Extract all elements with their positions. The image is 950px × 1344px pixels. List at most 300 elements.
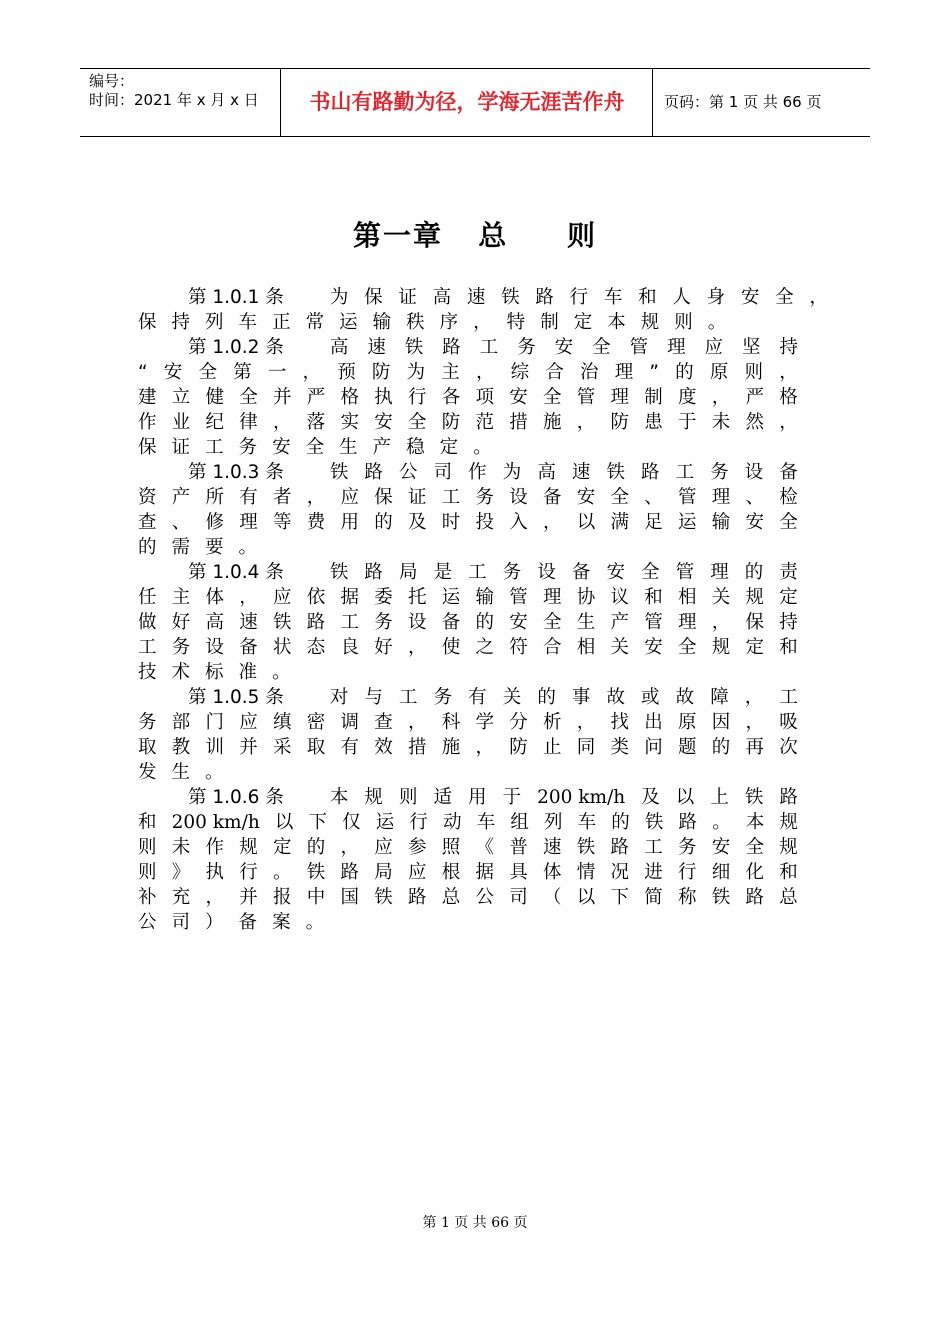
text-char: 保 [364, 287, 383, 308]
text-char: 采 [273, 737, 292, 758]
text-char: 的 [675, 362, 694, 383]
text-char: 。 [272, 662, 291, 683]
text-char: 高 [329, 337, 349, 358]
text-char: 铁 [404, 337, 424, 358]
text-char: 速 [239, 612, 258, 633]
text-char: ， [473, 312, 492, 333]
text-char: ， [302, 362, 322, 383]
text-char: 相 [576, 637, 596, 658]
text-char: 输 [711, 512, 731, 533]
text-char: 。 [305, 912, 325, 933]
text-char: 术 [171, 662, 191, 683]
text-char: 证 [171, 437, 191, 458]
text-char: 司 [433, 462, 453, 483]
text-char: 次 [779, 737, 798, 758]
text-char: 主 [171, 587, 191, 608]
text-char: 备 [239, 637, 258, 658]
text-char: 要 [205, 537, 224, 558]
chapter-title: 第一章 总 则 [353, 219, 597, 252]
text-char: 止 [543, 737, 562, 758]
text-char: 铁 [744, 787, 764, 808]
text-char: 关 [711, 587, 731, 608]
text-char: 以 [274, 812, 294, 833]
article-line [138, 910, 798, 935]
text-char: 管 [576, 387, 596, 408]
text-char: 者 [273, 487, 292, 508]
text-char: 满 [610, 512, 630, 533]
text-char: 车 [476, 812, 496, 833]
text-char: 路 [442, 337, 461, 358]
text-char: 、 [171, 512, 191, 533]
text-char: 有 [239, 487, 258, 508]
text-char: 议 [610, 587, 630, 608]
text-char: 修 [205, 512, 225, 533]
text-char: 补 [138, 887, 157, 908]
text-char: 规 [745, 587, 765, 608]
text-char: 理 [610, 387, 630, 408]
text-char: 资 [138, 487, 157, 508]
text-char: 持 [779, 612, 798, 633]
text-char: 列 [205, 312, 224, 333]
text-char: 及 [641, 787, 660, 808]
text-char: 应 [239, 712, 258, 733]
text-char: 情 [576, 862, 596, 883]
text-char: 全 [745, 837, 765, 858]
text-char: 关 [502, 687, 522, 708]
text-char: 理 [543, 587, 562, 608]
text-char: 产 [372, 437, 392, 458]
text-char: 应 [273, 587, 292, 608]
text-char: 铁 [329, 462, 349, 483]
text-char: ， [576, 712, 596, 733]
text-char: 工 [441, 487, 461, 508]
text-char: 持 [171, 312, 191, 333]
text-char: 参 [408, 837, 427, 858]
text-char: 正 [272, 312, 291, 333]
header-meta-cell [80, 69, 281, 136]
text-char: 路 [364, 562, 383, 583]
text-char: 等 [273, 512, 292, 533]
text-char: 据 [475, 862, 495, 883]
text-char: 车 [577, 812, 597, 833]
text-char: 应 [408, 862, 427, 883]
text-char: 速 [571, 462, 591, 483]
text-char: 措 [408, 737, 427, 758]
text-char: 再 [745, 737, 765, 758]
text-char: 务 [238, 437, 258, 458]
text-char: 局 [374, 862, 393, 883]
text-char: 组 [510, 812, 529, 833]
article-line [138, 285, 828, 310]
article-line [138, 660, 798, 685]
header-page-info: 页码：第 1 页 共 66 页 [664, 93, 822, 111]
text-char: ， [576, 412, 596, 433]
text-char: 列 [543, 812, 563, 833]
text-char: 并 [273, 387, 292, 408]
text-char: 防 [509, 737, 528, 758]
text-char: 身 [706, 287, 726, 308]
text-char: 行 [239, 862, 258, 883]
text-char: ， [779, 362, 798, 383]
text-char: 简 [644, 887, 663, 908]
text-char: 安 [272, 437, 291, 458]
text-char: 路 [678, 812, 698, 833]
text-char: 总 [779, 887, 798, 908]
text-char: 用 [340, 512, 360, 533]
text-char: 规 [779, 837, 798, 858]
text-char: 具 [509, 862, 528, 883]
text-char: 障 [710, 687, 729, 708]
text-char: 防 [610, 412, 630, 433]
text-char: 析 [543, 712, 562, 733]
text-char: 定 [779, 587, 798, 608]
text-char: 设 [205, 637, 225, 658]
text-char: 未 [171, 837, 191, 858]
text-char: 路 [779, 787, 798, 808]
text-char: 问 [644, 737, 663, 758]
text-char: 安 [163, 362, 183, 383]
text-char: 作 [138, 412, 157, 433]
text-char: 理 [678, 612, 697, 633]
text-char: 全 [305, 437, 325, 458]
article-label: 第 1.0.4 条 [188, 562, 284, 583]
text-char: 纪 [205, 412, 225, 433]
text-char: 于 [678, 412, 697, 433]
text-char: 保 [138, 312, 157, 333]
text-char: 安 [554, 337, 574, 358]
text-char: 和 [779, 862, 798, 883]
article-line [138, 510, 798, 535]
text-char: 入 [509, 512, 528, 533]
number-label: 编号： [89, 72, 135, 90]
text-char: 全 [610, 487, 630, 508]
text-char: 任 [138, 587, 157, 608]
text-char: 项 [475, 387, 495, 408]
text-char: 高 [432, 287, 452, 308]
text-char: 行 [408, 387, 427, 408]
text-char: 上 [710, 787, 729, 808]
text-char: 综 [510, 362, 530, 383]
text-char: 立 [171, 387, 191, 408]
text-char: 管 [675, 562, 695, 583]
text-char: 设 [744, 462, 764, 483]
article-line [138, 335, 798, 360]
text-char: 定 [573, 312, 593, 333]
text-char: 产 [171, 487, 191, 508]
text-char: 况 [610, 862, 630, 883]
text-char: 总 [441, 887, 461, 908]
text-char: 施 [543, 412, 562, 433]
text-char: 路 [745, 887, 765, 908]
text-char: 检 [779, 487, 798, 508]
text-char: 教 [171, 737, 191, 758]
text-char: 使 [441, 637, 461, 658]
text-char: “ [138, 362, 148, 383]
text-char: 协 [576, 587, 596, 608]
text-char: 取 [306, 737, 326, 758]
text-char: 的 [611, 812, 630, 833]
text-char: 据 [340, 587, 360, 608]
article-body [138, 285, 828, 935]
text-char: 防 [441, 412, 461, 433]
text-char: 运 [375, 812, 395, 833]
text-char: 车 [603, 287, 623, 308]
text-char: 照 [441, 837, 461, 858]
text-char: 业 [171, 412, 191, 433]
text-char: 务 [678, 837, 697, 858]
text-char: 200 km/h [171, 812, 260, 833]
text-char: （ [543, 887, 562, 908]
text-char: 。 [707, 312, 727, 333]
text-char: 规 [239, 837, 258, 858]
text-char: 细 [711, 862, 731, 883]
text-char: 序 [439, 312, 459, 333]
text-char: 执 [374, 387, 393, 408]
text-char: 之 [475, 637, 495, 658]
text-char: 本 [607, 312, 626, 333]
text-char: ， [408, 712, 427, 733]
text-char: 备 [543, 487, 562, 508]
text-char: 铁 [374, 887, 393, 908]
text-char: 速 [543, 837, 562, 858]
text-char: 称 [678, 887, 697, 908]
text-char: 铁 [711, 887, 731, 908]
text-char: 工 [644, 837, 663, 858]
text-char: 公 [475, 887, 495, 908]
text-char: 关 [610, 637, 630, 658]
text-char: 务 [171, 637, 191, 658]
text-char: 务 [374, 612, 393, 633]
text-char: 故 [606, 687, 625, 708]
text-char: 《 [475, 837, 495, 858]
text-char: 安 [576, 487, 596, 508]
article-line [138, 785, 798, 810]
text-char: 全 [543, 387, 562, 408]
text-char: 证 [408, 487, 427, 508]
article-label: 第 1.0.5 条 [188, 687, 284, 708]
text-char: ， [711, 612, 731, 633]
text-char: 行 [569, 287, 589, 308]
text-char: 输 [475, 587, 495, 608]
text-char: 托 [408, 587, 427, 608]
text-char: 管 [629, 337, 649, 358]
text-char: 为 [406, 362, 426, 383]
text-char: 然 [745, 412, 765, 433]
text-char: 设 [537, 562, 556, 583]
text-char: 态 [306, 637, 326, 658]
text-char: 铁 [273, 612, 292, 633]
article-line-text [330, 560, 798, 585]
article-line [138, 360, 798, 385]
text-char: 体 [205, 587, 225, 608]
text-char: 全 [543, 612, 562, 633]
text-char: 运 [339, 312, 358, 333]
text-char: ” [649, 362, 659, 383]
text-char: 依 [306, 587, 326, 608]
text-char: 好 [171, 612, 191, 633]
article-line [138, 710, 798, 735]
text-char: 高 [537, 462, 556, 483]
text-char: 工 [399, 687, 418, 708]
text-char: 以 [675, 787, 695, 808]
text-char: 速 [466, 287, 486, 308]
text-char: 则 [744, 362, 764, 383]
text-char: 原 [709, 362, 729, 383]
text-char: ， [711, 387, 731, 408]
text-char: ， [543, 512, 562, 533]
text-char: 准 [238, 662, 258, 683]
text-char: 训 [205, 737, 225, 758]
text-char: 安 [740, 287, 760, 308]
article-line [138, 310, 798, 335]
text-char: 适 [433, 787, 452, 808]
text-char: 律 [239, 412, 258, 433]
text-char: 与 [364, 687, 383, 708]
article-label: 第 1.0.2 条 [188, 337, 284, 358]
text-char: 调 [340, 712, 360, 733]
text-char: 足 [644, 512, 663, 533]
text-char: 患 [644, 412, 663, 433]
text-char: 防 [371, 362, 391, 383]
text-char: 落 [306, 412, 326, 433]
article-label: 第 1.0.3 条 [188, 462, 284, 483]
text-char: 并 [239, 737, 258, 758]
text-char: 200 km/h [537, 787, 626, 808]
text-char: ， [779, 412, 798, 433]
text-char: 全 [779, 512, 798, 533]
text-char: 保 [374, 487, 393, 508]
header-motto: 书山有路勤为径，学海无涯苦作舟 [282, 69, 653, 136]
text-char: 路 [610, 837, 630, 858]
text-char: 仅 [342, 812, 361, 833]
text-char: 和 [638, 287, 657, 308]
text-char: 。 [273, 862, 292, 883]
text-char: 全 [239, 387, 258, 408]
text-char: 充 [171, 887, 191, 908]
text-char: 路 [340, 862, 360, 883]
article-line [138, 410, 798, 435]
text-char: 人 [672, 287, 691, 308]
text-char: 全 [775, 287, 794, 308]
article-label: 第 1.0.6 条 [188, 787, 284, 808]
text-char: 工 [205, 437, 224, 458]
text-char: 安 [745, 512, 765, 533]
text-char: 全 [592, 337, 611, 358]
text-char: ， [475, 737, 495, 758]
text-char: 根 [441, 862, 461, 883]
text-char: 发 [138, 762, 157, 783]
text-char: 缜 [273, 712, 292, 733]
text-char: 和 [779, 637, 798, 658]
text-char: 主 [441, 362, 460, 383]
page-footer: 第 1 页 共 66 页 [422, 1215, 528, 1231]
text-char: 进 [644, 862, 663, 883]
text-char: 规 [364, 787, 383, 808]
text-char: 各 [441, 387, 461, 408]
text-char: 路 [408, 887, 427, 908]
text-char: 格 [779, 387, 798, 408]
text-char: 需 [171, 537, 191, 558]
article-line [138, 535, 798, 560]
text-char: 的 [306, 837, 326, 858]
text-char: 执 [205, 862, 225, 883]
text-char: 铁 [329, 562, 349, 583]
text-char: 坚 [742, 337, 761, 358]
text-char: 生 [339, 437, 358, 458]
text-char: 则 [398, 787, 418, 808]
text-char: 保 [138, 437, 157, 458]
article-line [138, 885, 798, 910]
text-char: 效 [374, 737, 393, 758]
text-char: 符 [509, 637, 528, 658]
text-char: 预 [337, 362, 356, 383]
text-char: 找 [610, 712, 630, 733]
text-char: 查 [138, 512, 157, 533]
text-char: 以 [576, 887, 596, 908]
text-char: 技 [138, 662, 157, 683]
text-char: 工 [340, 612, 360, 633]
article-line-text [330, 685, 798, 710]
text-char: 安 [606, 562, 625, 583]
article-line [138, 385, 798, 410]
text-char: 治 [580, 362, 599, 383]
time-label: 时间：2021 年 x 月 x 日 [89, 91, 259, 109]
text-char: 普 [509, 837, 528, 858]
text-char: 为 [329, 287, 349, 308]
text-char: 备 [441, 612, 461, 633]
text-char: 格 [340, 387, 360, 408]
text-char: 。 [712, 812, 731, 833]
text-char: 规 [640, 312, 660, 333]
text-char: ， [306, 487, 326, 508]
text-char: 于 [502, 787, 522, 808]
text-char: 报 [273, 887, 292, 908]
text-char: 以 [576, 512, 596, 533]
text-char: 路 [535, 287, 554, 308]
text-char: 管 [644, 612, 663, 633]
text-char: 合 [543, 637, 562, 658]
text-char: 作 [205, 837, 225, 858]
text-char: 路 [364, 462, 383, 483]
text-char: 铁 [306, 862, 326, 883]
text-char: 设 [408, 612, 427, 633]
text-char: 同 [576, 737, 596, 758]
text-char: 铁 [576, 837, 596, 858]
text-char: 委 [374, 587, 393, 608]
text-char: 务 [138, 712, 157, 733]
text-char: 并 [239, 887, 258, 908]
text-char: 的 [138, 537, 157, 558]
text-char: 则 [138, 862, 157, 883]
text-char: 工 [138, 637, 157, 658]
article-line-text [330, 460, 798, 485]
text-char: 运 [441, 587, 461, 608]
text-char: 的 [374, 512, 393, 533]
text-char: 为 [502, 462, 522, 483]
text-char: 备 [571, 562, 591, 583]
text-char: 理 [667, 337, 686, 358]
article-line [138, 760, 798, 785]
text-char: 生 [576, 612, 596, 633]
article-line [138, 635, 798, 660]
text-char: 规 [779, 812, 798, 833]
text-char: 、 [745, 487, 765, 508]
text-char: 、 [644, 487, 663, 508]
text-char: 安 [374, 412, 393, 433]
text-char: 用 [468, 787, 487, 808]
text-char: 稳 [406, 437, 425, 458]
page-header [80, 68, 870, 137]
